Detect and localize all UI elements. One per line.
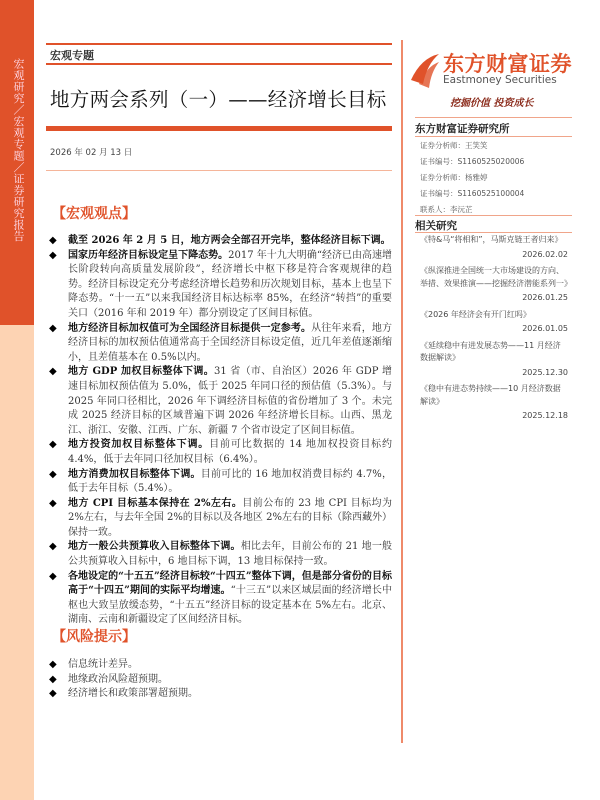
viewpoint-lead: 地方 GDP 加权目标整体下调。 <box>68 366 215 378</box>
diamond-bullet-icon: ◆ <box>49 497 57 509</box>
related-item[interactable] <box>420 340 568 380</box>
diamond-bullet-icon: ◆ <box>49 235 57 246</box>
diamond-bullet-icon: ◆ <box>49 673 57 685</box>
risk-text: 经济增长和政策部署超预期。 <box>68 688 198 700</box>
viewpoint-item <box>46 234 392 249</box>
analyst-line: 证券分析师：王笑笑 <box>420 141 488 150</box>
viewpoint-item <box>46 468 392 497</box>
logo-wing-icon <box>407 50 441 90</box>
diamond-bullet-icon: ◆ <box>49 439 57 451</box>
related-item-date: 2025.12.18 <box>522 411 568 420</box>
contact-line: 联系人：李沅芷 <box>420 205 473 214</box>
viewpoint-text: 31 省（市、自治区）2026 年 GDP 增速目标加权预估值为 5.0%，低于 2025 年同口径的预估值（5.3%）。与 2025 年同口径相比，2026 年下调经济目标值的省份增加了 3 个。未完成 2025 经济目标的区域普遍下调 2026 年经济增长目标。山西、黑龙江、浙江、安徽、江西、广东、新疆 7 个省市设定了区间目标值。 <box>68 366 392 436</box>
header-rule <box>46 63 392 65</box>
related-item[interactable] <box>420 309 568 336</box>
divider <box>415 232 572 233</box>
related-item[interactable] <box>420 234 568 261</box>
related-item-title[interactable]: 《2026 年经济会有开门红吗》 <box>420 309 531 319</box>
column-divider <box>401 40 403 743</box>
brand-slogan: 挖掘价值 投资成长 <box>450 98 534 109</box>
risks-list <box>46 658 392 702</box>
viewpoint-text: 目前公布的 23 地 CPI 目标均为 2%左右，与去年全国 2%的目标以及各地区 2%左右的目标（除西藏外）保持一致。 <box>68 497 392 538</box>
diamond-bullet-icon: ◆ <box>49 570 57 582</box>
viewpoint-item <box>46 249 392 322</box>
viewpoint-item <box>46 322 392 366</box>
related-item-date: 2026.02.02 <box>522 249 568 259</box>
viewpoint-text: 从往年来看，地方经济目标的加权预估值通常高于全国经济目标设定值，近几年差值逐渐缩小，且差值基本在 0.5%以内。 <box>68 322 393 363</box>
diamond-bullet-icon: ◆ <box>49 366 57 378</box>
report-category: 宏观专题 <box>50 49 94 62</box>
viewpoint-lead: 地方一般公共预算收入目标整体下调。 <box>68 541 241 553</box>
viewpoint-item <box>46 438 392 467</box>
sidebar-label: 宏观研究／宏观专题／证券研究报告 <box>12 58 25 242</box>
viewpoint-item <box>46 365 392 438</box>
viewpoint-lead: 地方 CPI 目标基本保持在 2%左右。 <box>68 497 243 509</box>
risk-text: 地缘政治风险超预期。 <box>68 673 168 685</box>
brand-name-cn: 东方财富证券 <box>443 52 572 76</box>
viewpoint-text: 目前可比的 16 地加权消费目标约 4.7%，低于去年目标（5.4%）。 <box>68 468 393 495</box>
viewpoint-text: 2017 年十九大明确“经济已由高速增长阶段转向高质量发展阶段”，经济增长中枢下移是符合客观规律的趋势。经济目标设定充分考虑经济增长趋势和历次规划目标，基本上也呈下降态势。“十一五”以来我国经济目标达标率 85%，在经济“转挡”的重要关口（2016 年和 2019 年）都分别设定了区间目标值。 <box>68 249 392 319</box>
divider <box>415 215 572 216</box>
viewpoint-lead: 地方经济目标加权值可为全国经济目标提供一定参考。 <box>68 322 312 334</box>
viewpoint-text: 相比去年，目前公布的 21 地一般公共预算收入目标中，6 地目标下调，13 地目标保持一致。 <box>68 541 393 568</box>
diamond-bullet-icon: ◆ <box>49 322 57 334</box>
viewpoint-text: 目前可比数据的 14 地加权投资目标约 4.4%，低于去年同口径加权目标（6.4%）。 <box>68 439 392 465</box>
risk-item <box>46 687 392 702</box>
analyst-line: 证书编号：S1160525020006 <box>420 157 525 166</box>
related-title: 相关研究 <box>415 220 457 232</box>
diamond-bullet-icon: ◆ <box>49 249 57 261</box>
diamond-bullet-icon: ◆ <box>49 468 57 480</box>
viewpoint-item <box>46 540 392 569</box>
divider <box>415 136 572 137</box>
section-title-viewpoints: 【宏观观点】 <box>52 206 136 222</box>
viewpoints-list <box>46 234 392 628</box>
section-title-risks: 【风险提示】 <box>52 629 136 645</box>
related-item-title[interactable]: 《纵深推进全国统一大市场建设的方向、举措、效果推演——挖掘经济潜能系列一》 <box>420 266 572 288</box>
related-item-title[interactable]: 《特&马“将相和”，马斯克链王者归来》 <box>420 235 563 244</box>
related-list <box>420 234 572 427</box>
viewpoint-lead: 截至 2026 年 2 月 5 日，地方两会全部召开完毕，整体经济目标下调。 <box>68 235 391 246</box>
related-item-date: 2026.01.25 <box>522 293 568 302</box>
report-date: 2026 年 02 月 13 日 <box>50 148 133 158</box>
related-item[interactable] <box>420 383 568 423</box>
diamond-bullet-icon: ◆ <box>49 688 57 700</box>
institute-name: 东方财富证券研究所 <box>415 123 510 135</box>
related-item[interactable] <box>420 265 572 305</box>
risk-text: 信息统计差异。 <box>68 659 138 670</box>
related-item-title[interactable]: 《延续稳中有进发展态势——11 月经济数据解读》 <box>420 340 561 362</box>
viewpoint-lead: 地方消费加权目标整体下调。 <box>68 468 201 480</box>
brand-logo <box>407 48 572 98</box>
related-item-date: 2026.01.05 <box>522 324 568 333</box>
viewpoint-text: “十三五”以来区域层面的经济增长中枢也大致呈放缓态势，“十五五”经济目标的设定基本在 5%左右。北京、湖南、云南和新疆设定了区间经济目标。 <box>68 585 392 626</box>
title-bar <box>46 126 392 131</box>
diamond-bullet-icon: ◆ <box>49 659 57 670</box>
viewpoint-item <box>46 570 392 628</box>
brand-name-en: Eastmoney Securities <box>443 74 557 86</box>
diamond-bullet-icon: ◆ <box>49 541 57 553</box>
sidebar-band-light <box>0 325 34 800</box>
viewpoint-item <box>46 497 392 541</box>
divider <box>46 170 392 171</box>
analyst-line: 证书编号：S1160525100004 <box>420 189 525 198</box>
page-title: 地方两会系列（一）——经济增长目标 <box>50 88 387 111</box>
divider <box>415 117 572 118</box>
viewpoint-lead: 各地设定的“十五五”经济目标较“十四五”整体下调，但是部分省份的目标高于“十四五”期间的实际平均增速。 <box>68 570 392 597</box>
analyst-line: 证券分析师：杨雅婷 <box>420 173 488 182</box>
viewpoint-lead: 地方投资加权目标整体下调。 <box>68 439 210 451</box>
risk-item <box>46 658 392 673</box>
header-rule <box>46 43 392 45</box>
risk-item <box>46 673 392 688</box>
related-item-date: 2025.12.30 <box>522 367 568 377</box>
viewpoint-lead: 国家历年经济目标设定呈下降态势。 <box>68 249 229 261</box>
related-item-title[interactable]: 《稳中有进态势持续——10 月经济数据解读》 <box>420 384 561 406</box>
